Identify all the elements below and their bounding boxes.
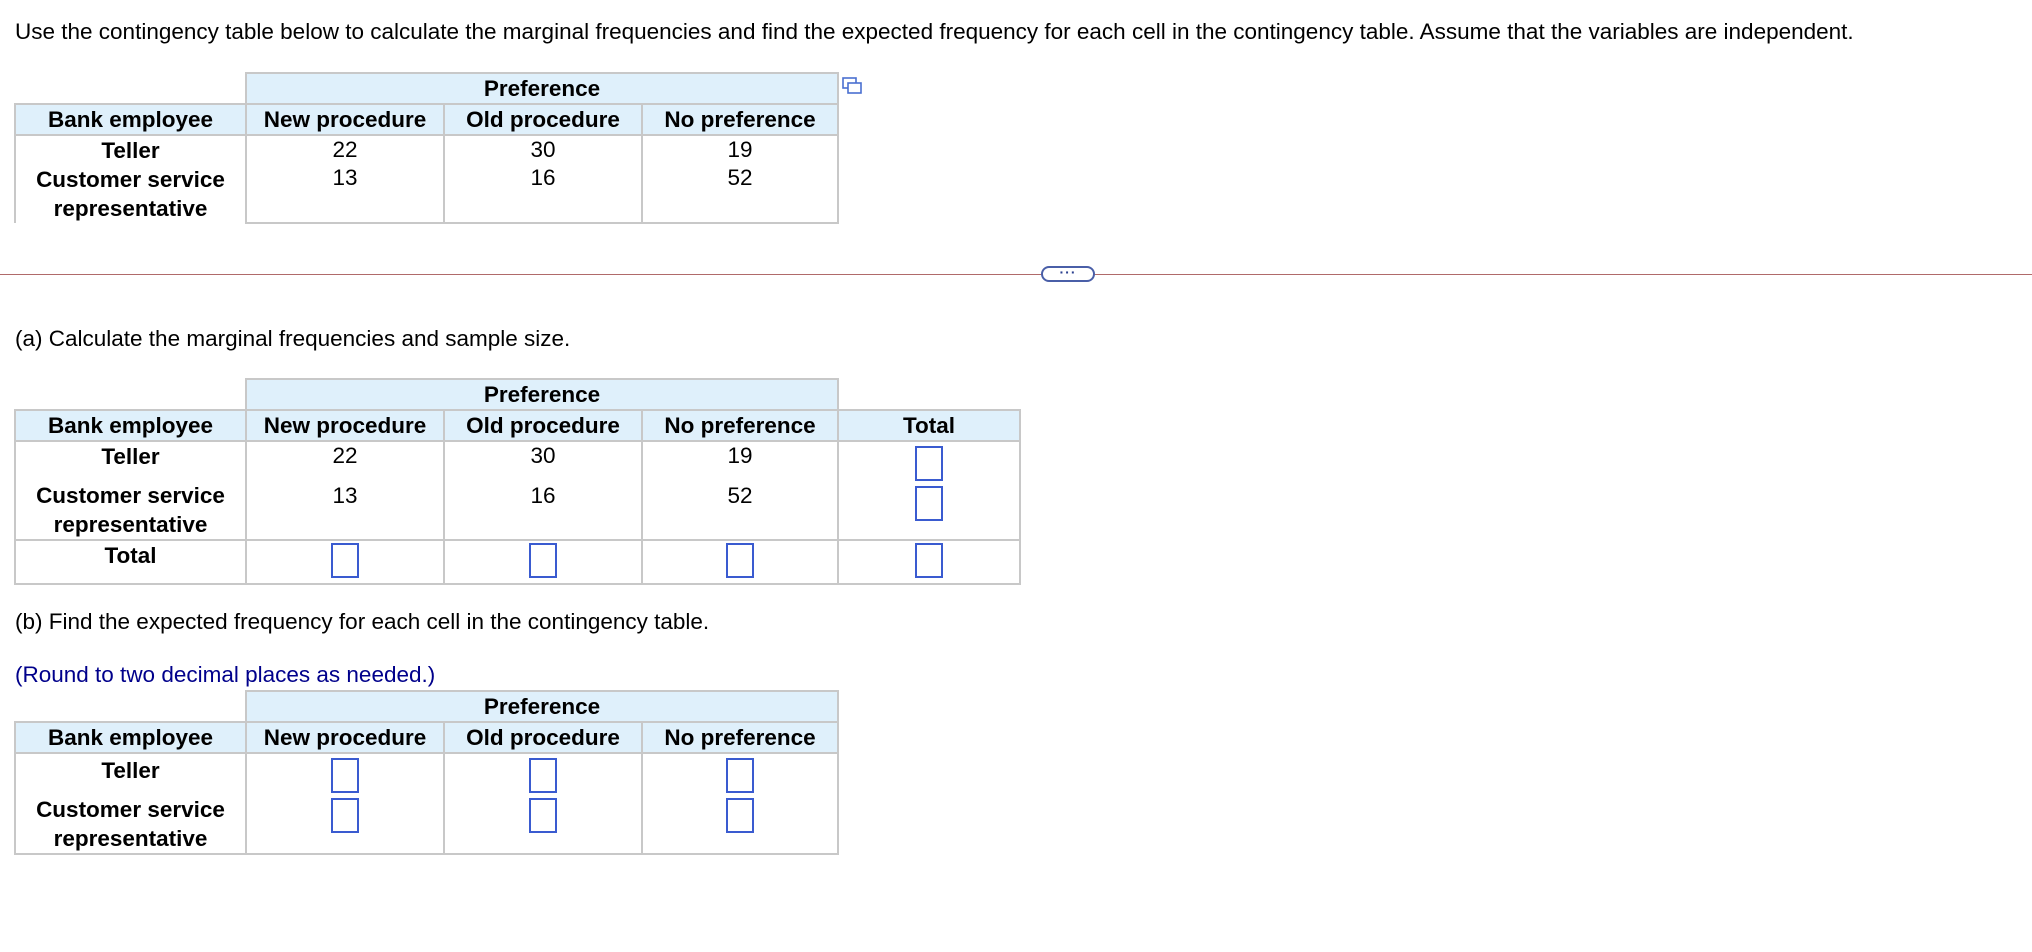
table-cell: 30 16 bbox=[444, 441, 642, 540]
row-label: Total bbox=[15, 540, 246, 584]
section-divider bbox=[0, 274, 2032, 275]
no-preference-total-input[interactable] bbox=[726, 543, 754, 578]
table-cell bbox=[838, 441, 1020, 540]
table-cell bbox=[444, 540, 642, 584]
col-header: New procedure bbox=[246, 410, 444, 441]
expected-teller-nopref-input[interactable] bbox=[726, 758, 754, 793]
table-cell bbox=[246, 540, 444, 584]
contingency-table bbox=[14, 72, 839, 224]
expected-teller-old-input[interactable] bbox=[529, 758, 557, 793]
table-cell: 19 52 bbox=[642, 441, 838, 540]
col-header: No preference bbox=[642, 104, 838, 135]
expand-more-button[interactable]: ··· bbox=[1041, 266, 1095, 282]
copy-icon[interactable] bbox=[842, 77, 862, 95]
preference-header: Preference bbox=[246, 691, 838, 722]
expected-frequency-table bbox=[14, 690, 839, 855]
marginal-frequency-table bbox=[14, 378, 1021, 585]
table-cell: 19 52 bbox=[642, 135, 838, 223]
table-cell bbox=[444, 753, 642, 854]
col-header: No preference bbox=[642, 722, 838, 753]
table-cell bbox=[642, 753, 838, 854]
col-header: New procedure bbox=[246, 722, 444, 753]
rounding-note: (Round to two decimal places as needed.) bbox=[15, 662, 436, 687]
col-header: New procedure bbox=[246, 104, 444, 135]
table-cell bbox=[246, 753, 444, 854]
col-header: Old procedure bbox=[444, 722, 642, 753]
col-header: No preference bbox=[642, 410, 838, 441]
row-header: Bank employee bbox=[15, 410, 246, 441]
row-label: Teller Customer service representative bbox=[15, 753, 246, 854]
expected-csr-new-input[interactable] bbox=[331, 798, 359, 833]
row-header: Bank employee bbox=[15, 722, 246, 753]
teller-total-input[interactable] bbox=[915, 446, 943, 481]
sample-size-input[interactable] bbox=[915, 543, 943, 578]
row-header: Bank employee bbox=[15, 104, 246, 135]
expected-csr-nopref-input[interactable] bbox=[726, 798, 754, 833]
table-cell bbox=[838, 540, 1020, 584]
preference-header: Preference bbox=[246, 73, 838, 104]
col-header: Old procedure bbox=[444, 410, 642, 441]
part-a-prompt: (a) Calculate the marginal frequencies and sample size. bbox=[15, 326, 571, 351]
table-cell bbox=[642, 540, 838, 584]
table-cell: 22 13 bbox=[246, 441, 444, 540]
table-cell: 22 13 bbox=[246, 135, 444, 223]
new-procedure-total-input[interactable] bbox=[331, 543, 359, 578]
question-text: Use the contingency table below to calculate the marginal frequencies and find the expected frequency for each cell in the contingency table. Assume that the variables are independent. bbox=[15, 19, 1854, 44]
expected-teller-new-input[interactable] bbox=[331, 758, 359, 793]
table-cell: 30 16 bbox=[444, 135, 642, 223]
preference-header: Preference bbox=[246, 379, 838, 410]
col-header: Old procedure bbox=[444, 104, 642, 135]
row-label: Teller Customer service representative bbox=[15, 135, 246, 223]
expected-csr-old-input[interactable] bbox=[529, 798, 557, 833]
csr-total-input[interactable] bbox=[915, 486, 943, 521]
row-label: Teller Customer service representative bbox=[15, 441, 246, 540]
col-header: Total bbox=[838, 410, 1020, 441]
old-procedure-total-input[interactable] bbox=[529, 543, 557, 578]
part-b-prompt: (b) Find the expected frequency for each cell in the contingency table. bbox=[15, 609, 710, 634]
